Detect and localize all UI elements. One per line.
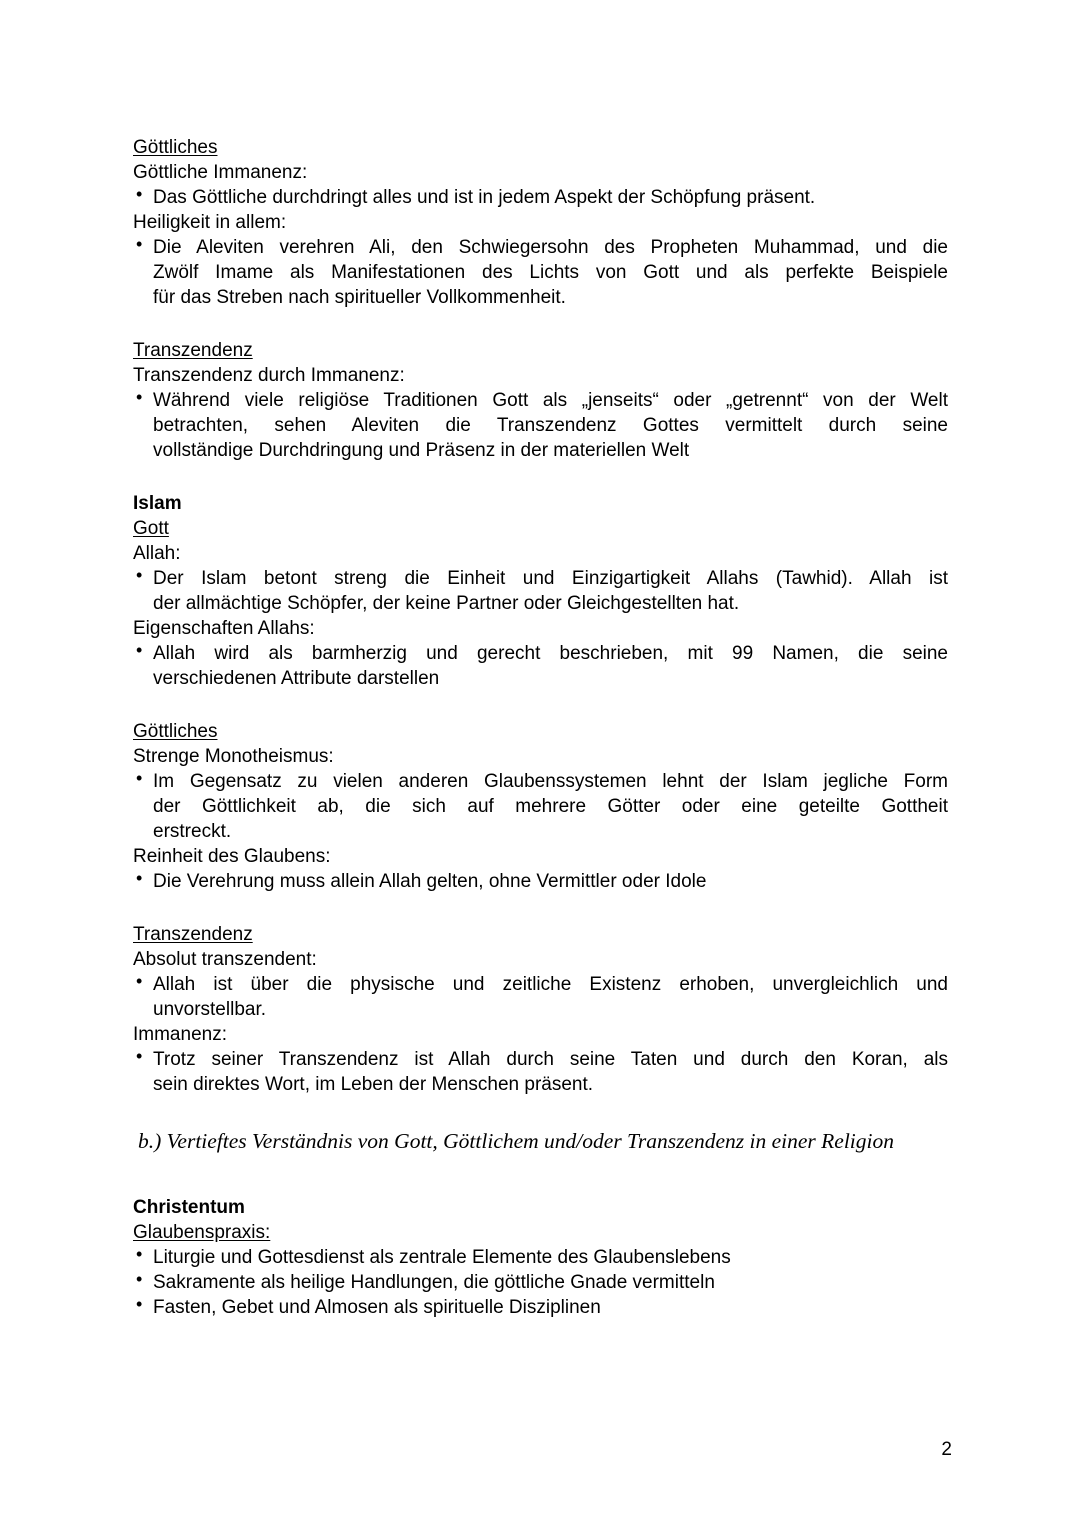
bullet-line: erstreckt. bbox=[153, 821, 232, 842]
bullet-line: Allah ist über die physische und zeitliche Existenz erhoben, unvergleichlich und bbox=[153, 974, 948, 995]
bullet-text bbox=[153, 972, 948, 1022]
section-heading bbox=[133, 719, 948, 744]
bullet-item bbox=[133, 972, 948, 1022]
text-run: b.) Vertieftes Verständnis von Gott, Göttlichem und/oder Transzendenz in einer Religion bbox=[138, 1129, 895, 1153]
bullet-item bbox=[133, 1270, 948, 1295]
bullet-line: Trotz seiner Transzendenz ist Allah durch seine Taten und durch den Koran, als bbox=[153, 1049, 948, 1070]
bullet-line: der Göttlichkeit ab, die sich auf mehrere Götter oder eine geteilte Gottheit bbox=[153, 796, 948, 817]
text-run: Heiligkeit in allem: bbox=[133, 212, 287, 233]
bullet-line: Sakramente als heilige Handlungen, die göttliche Gnade vermitteln bbox=[153, 1272, 715, 1293]
bullet-line: Die Verehrung muss allein Allah gelten, ohne Vermittler oder Idole bbox=[153, 871, 707, 892]
text-run: Christentum bbox=[133, 1197, 245, 1218]
label-line bbox=[133, 160, 948, 185]
bullet-line: Während viele religiöse Traditionen Gott als „jenseits“ oder „getrennt“ von der Welt bbox=[153, 390, 948, 411]
bullet-icon: • bbox=[136, 768, 143, 788]
bullet-item bbox=[133, 566, 948, 616]
section-heading bbox=[133, 1195, 948, 1220]
text-run: Göttliches bbox=[133, 721, 218, 742]
bullet-icon: • bbox=[136, 868, 143, 888]
text-run: Göttliche Immanenz: bbox=[133, 162, 308, 183]
section-aleviten-transzendenz bbox=[133, 338, 948, 463]
label-line bbox=[133, 844, 948, 869]
section-heading bbox=[133, 135, 948, 160]
bullet-item bbox=[133, 1047, 948, 1097]
bullet-line: unvorstellbar. bbox=[153, 999, 267, 1020]
text-run: Eigenschaften Allahs: bbox=[133, 618, 315, 639]
bullet-icon: • bbox=[136, 565, 143, 585]
bullet-line: Zwölf Imame als Manifestationen des Lichts von Gott und als perfekte Beispiele bbox=[153, 262, 948, 283]
bullet-text bbox=[153, 641, 948, 691]
bullet-text bbox=[153, 1295, 948, 1320]
bullet-item bbox=[133, 1245, 948, 1270]
text-run: Reinheit des Glaubens: bbox=[133, 846, 331, 867]
bullet-text bbox=[153, 769, 948, 844]
bullet-icon: • bbox=[136, 1269, 143, 1289]
section-heading bbox=[133, 922, 948, 947]
label-line bbox=[133, 744, 948, 769]
bullet-line: Im Gegensatz zu vielen anderen Glaubenssystemen lehnt der Islam jegliche Form bbox=[153, 771, 948, 792]
section-islam-goettliches bbox=[133, 719, 948, 894]
bullet-icon: • bbox=[136, 387, 143, 407]
bullet-text bbox=[153, 235, 948, 310]
text-run: Transzendenz durch Immanenz: bbox=[133, 365, 405, 386]
bullet-line: der allmächtige Schöpfer, der keine Partner oder Gleichgestellten hat. bbox=[153, 593, 740, 614]
bullet-line: Die Aleviten verehren Ali, den Schwiegersohn des Propheten Muhammad, und die bbox=[153, 237, 948, 258]
bullet-line: Das Göttliche durchdringt alles und ist in jedem Aspekt der Schöpfung präsent. bbox=[153, 187, 816, 208]
section-subheading-b bbox=[133, 1129, 948, 1155]
text-run: Göttliches bbox=[133, 137, 218, 158]
bullet-line: Allah wird als barmherzig und gerecht beschrieben, mit 99 Namen, die seine bbox=[153, 643, 948, 664]
bullet-item bbox=[133, 185, 948, 210]
bullet-text bbox=[153, 1245, 948, 1270]
section-aleviten-goettliches bbox=[133, 135, 948, 310]
bullet-line: betrachten, sehen Aleviten die Transzendenz Gottes vermittelt durch seine bbox=[153, 415, 948, 436]
bullet-text bbox=[153, 1270, 948, 1295]
bullet-text bbox=[153, 185, 948, 210]
bullet-item bbox=[133, 235, 948, 310]
bullet-item bbox=[133, 869, 948, 894]
section-heading bbox=[133, 1129, 948, 1155]
label-line bbox=[133, 363, 948, 388]
bullet-text bbox=[153, 388, 948, 463]
text-run: Strenge Monotheismus: bbox=[133, 746, 334, 767]
bullet-line: Liturgie und Gottesdienst als zentrale Elemente des Glaubenslebens bbox=[153, 1247, 731, 1268]
bullet-icon: • bbox=[136, 971, 143, 991]
document-content bbox=[133, 135, 948, 1320]
text-run: Glaubenspraxis: bbox=[133, 1222, 271, 1243]
bullet-line: verschiedenen Attribute darstellen bbox=[153, 668, 440, 689]
bullet-icon: • bbox=[136, 640, 143, 660]
page-number: 2 bbox=[941, 1439, 952, 1460]
bullet-item bbox=[133, 1295, 948, 1320]
label-line bbox=[133, 947, 948, 972]
bullet-text bbox=[153, 1047, 948, 1097]
bullet-item bbox=[133, 388, 948, 463]
text-run: Islam bbox=[133, 493, 182, 514]
section-heading bbox=[133, 516, 948, 541]
label-line bbox=[133, 616, 948, 641]
text-run: Absolut transzendent: bbox=[133, 949, 317, 970]
bullet-icon: • bbox=[136, 1046, 143, 1066]
text-run: Allah: bbox=[133, 543, 181, 564]
bullet-icon: • bbox=[136, 1244, 143, 1264]
bullet-item bbox=[133, 769, 948, 844]
label-line bbox=[133, 1022, 948, 1047]
text-run: Transzendenz bbox=[133, 340, 253, 361]
bullet-icon: • bbox=[136, 234, 143, 254]
bullet-item bbox=[133, 641, 948, 691]
section-heading bbox=[133, 1220, 948, 1245]
bullet-line: Der Islam betont streng die Einheit und Einzigartigkeit Allahs (Tawhid). Allah ist bbox=[153, 568, 948, 589]
text-run: Immanenz: bbox=[133, 1024, 227, 1045]
text-run: Transzendenz bbox=[133, 924, 253, 945]
label-line bbox=[133, 210, 948, 235]
text-run: Gott bbox=[133, 518, 169, 539]
bullet-icon: • bbox=[136, 1294, 143, 1314]
bullet-line: für das Streben nach spiritueller Vollkommenheit. bbox=[153, 287, 566, 308]
bullet-line: sein direktes Wort, im Leben der Menschen präsent. bbox=[153, 1074, 594, 1095]
label-line bbox=[133, 541, 948, 566]
section-islam-gott bbox=[133, 491, 948, 691]
section-heading bbox=[133, 338, 948, 363]
bullet-text bbox=[153, 869, 948, 894]
section-christentum bbox=[133, 1195, 948, 1320]
bullet-text bbox=[153, 566, 948, 616]
section-heading bbox=[133, 491, 948, 516]
bullet-icon: • bbox=[136, 184, 143, 204]
section-islam-transzendenz bbox=[133, 922, 948, 1097]
bullet-line: vollständige Durchdringung und Präsenz in der materiellen Welt bbox=[153, 440, 690, 461]
bullet-line: Fasten, Gebet und Almosen als spirituelle Disziplinen bbox=[153, 1297, 601, 1318]
